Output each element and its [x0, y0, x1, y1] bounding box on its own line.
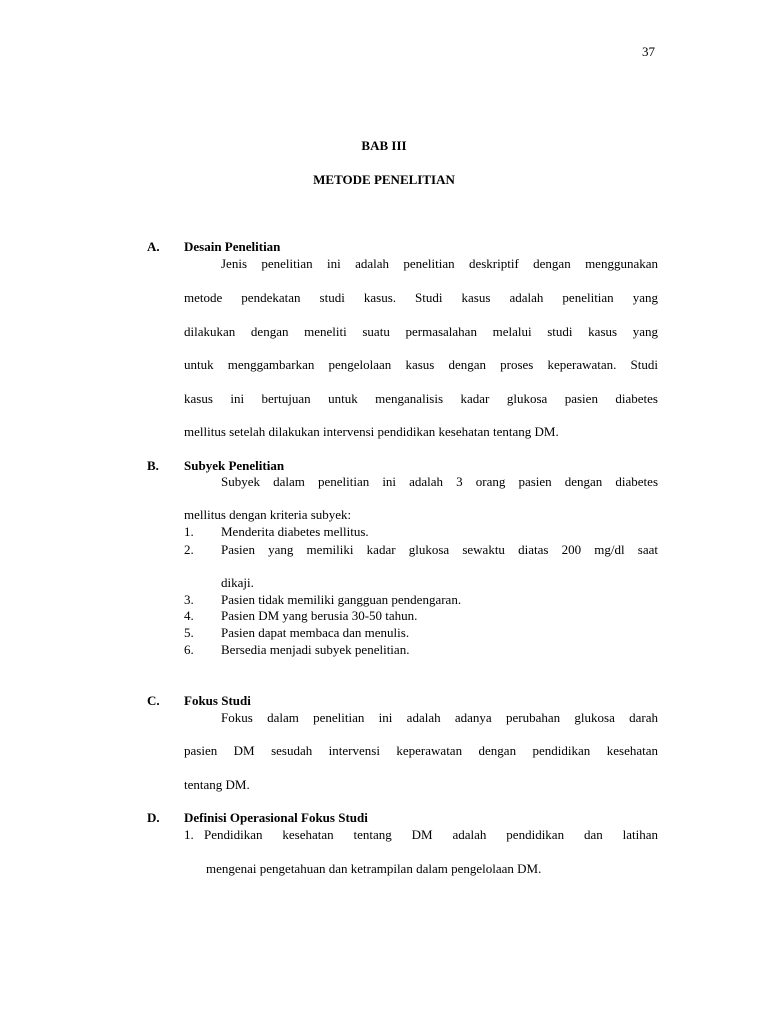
section-b-title: Subyek Penelitian	[184, 458, 285, 473]
list-item-number: 6.	[184, 642, 194, 657]
section-b-line-1: Subyek dalam penelitian ini adalah 3 orang pasien dengan diabetes	[221, 474, 658, 489]
section-c-line-1: Fokus dalam penelitian ini adalah adanya perubahan glukosa darah	[221, 710, 658, 725]
section-d-label: D.	[147, 810, 160, 825]
list-item-text: Pendidikan kesehatan tentang DM adalah pendidikan dan latihan	[204, 827, 658, 842]
chapter-title: METODE PENELITIAN	[313, 172, 455, 187]
section-a-label: A.	[147, 239, 160, 254]
section-c-line-2: pasien DM sesudah intervensi keperawatan dengan pendidikan kesehatan	[184, 743, 658, 758]
page-number: 37	[642, 44, 655, 59]
list-item-number: 2.	[184, 542, 194, 557]
section-c-title: Fokus Studi	[184, 693, 251, 708]
list-item-text: Pasien yang memiliki kadar glukosa sewaktu diatas 200 mg/dl saat	[221, 542, 658, 557]
list-item-text: Pasien tidak memiliki gangguan pendengaran.	[221, 592, 462, 607]
list-item-text: Menderita diabetes mellitus.	[221, 524, 369, 539]
list-item-text: Bersedia menjadi subyek penelitian.	[221, 642, 410, 657]
section-a-line-6: mellitus setelah dilakukan intervensi pendidikan kesehatan tentang DM.	[184, 424, 559, 439]
list-item-text-continued: dikaji.	[221, 575, 254, 590]
list-item-number: 1.	[184, 524, 194, 539]
list-item-number: 4.	[184, 608, 194, 623]
section-a-line-5: kasus ini bertujuan untuk menganalisis kadar glukosa pasien diabetes	[184, 391, 658, 406]
section-a-line-3: dilakukan dengan meneliti suatu permasalahan melalui studi kasus yang	[184, 324, 658, 339]
section-b-label: B.	[147, 458, 159, 473]
section-a-line-2: metode pendekatan studi kasus. Studi kasus adalah penelitian yang	[184, 290, 658, 305]
section-c-line-3: tentang DM.	[184, 777, 250, 792]
chapter-label: BAB III	[361, 138, 407, 153]
section-d-title: Definisi Operasional Fokus Studi	[184, 810, 368, 825]
section-a-line-1: Jenis penelitian ini adalah penelitian deskriptif dengan menggunakan	[221, 256, 658, 271]
list-item-text: Pasien dapat membaca dan menulis.	[221, 625, 410, 640]
section-c-label: C.	[147, 693, 160, 708]
list-item-text-continued: mengenai pengetahuan dan ketrampilan dalam pengelolaan DM.	[206, 861, 542, 876]
list-item-text: Pasien DM yang berusia 30-50 tahun.	[221, 608, 418, 623]
section-b-line-2: mellitus dengan kriteria subyek:	[184, 507, 352, 522]
list-item-number: 3.	[184, 592, 194, 607]
list-item-number: 1.	[184, 827, 194, 842]
list-item-number: 5.	[184, 625, 194, 640]
section-a-title: Desain Penelitian	[184, 239, 281, 254]
section-a-line-4: untuk menggambarkan pengelolaan kasus dengan proses keperawatan. Studi	[184, 357, 658, 372]
